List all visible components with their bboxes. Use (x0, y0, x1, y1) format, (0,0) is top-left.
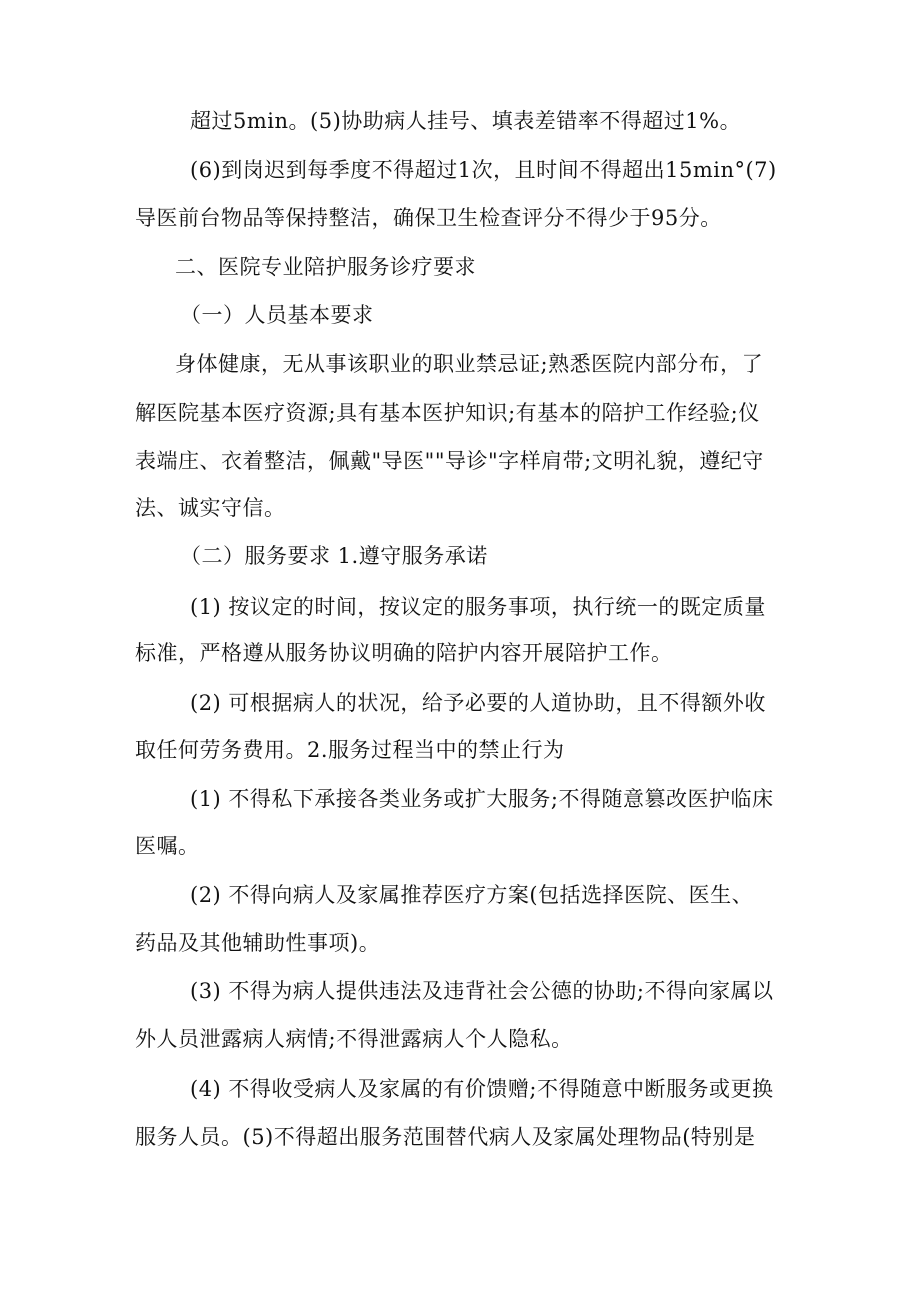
text-line-16: 医嘱。 (135, 834, 200, 858)
text-line-21: (4) 不得收受病人及家属的有价馈赠;不得随意中断服务或更换 (190, 1077, 774, 1101)
section-heading: 二、医院专业陪护服务诊疗要求 (175, 255, 476, 279)
text-line-6: 身体健康，无从事该职业的职业禁忌证;熟悉医院内部分布，了 (175, 352, 764, 376)
text-line-3: 导医前台物品等保持整洁，确保卫生检查评分不得少于95分。 (135, 206, 722, 230)
text-line-9: 法、诚实守信。 (135, 496, 286, 520)
text-line-19: (3) 不得为病人提供违法及违背社会公德的协助;不得向家属以 (190, 979, 774, 1003)
text-line-17: (2) 不得向病人及家属推荐医疗方案(包括选择医院、医生、 (190, 883, 754, 907)
text-line-7: 解医院基本医疗资源;具有基本医护知识;有基本的陪护工作经验;仪 (135, 401, 760, 425)
text-line-14: 取任何劳务费用。2.服务过程当中的禁止行为 (135, 738, 565, 762)
text-line-11: (1) 按议定的时间，按议定的服务事项，执行统一的既定质量 (190, 595, 766, 619)
text-line-15: (1) 不得私下承接各类业务或扩大服务;不得随意篡改医护临床 (190, 787, 774, 811)
subsection-heading-1: （一）人员基本要求 (180, 303, 374, 327)
text-line-1: 超过5min。(5)协助病人挂号、填表差错率不得超过1%。 (190, 109, 742, 133)
text-line-18: 药品及其他辅助性事项)。 (135, 931, 381, 955)
text-line-22: 服务人员。(5)不得超出服务范围替代病人及家属处理物品(特别是 (135, 1125, 756, 1149)
text-line-13: (2) 可根据病人的状况，给予必要的人道协助，且不得额外收 (190, 691, 766, 715)
subsection-heading-2: （二）服务要求 1.遵守服务承诺 (180, 544, 488, 568)
text-line-12: 标准，严格遵从服务协议明确的陪护内容开展陪护工作。 (135, 641, 673, 665)
text-line-2: (6)到岗迟到每季度不得超过1次，且时间不得超出15min°(7) (190, 158, 777, 182)
text-line-8: 表端庄、衣着整洁，佩戴"导医""导诊"字样肩带;文明礼貌，遵纪守 (135, 449, 764, 473)
text-line-20: 外人员泄露病人病情;不得泄露病人个人隐私。 (135, 1027, 573, 1051)
